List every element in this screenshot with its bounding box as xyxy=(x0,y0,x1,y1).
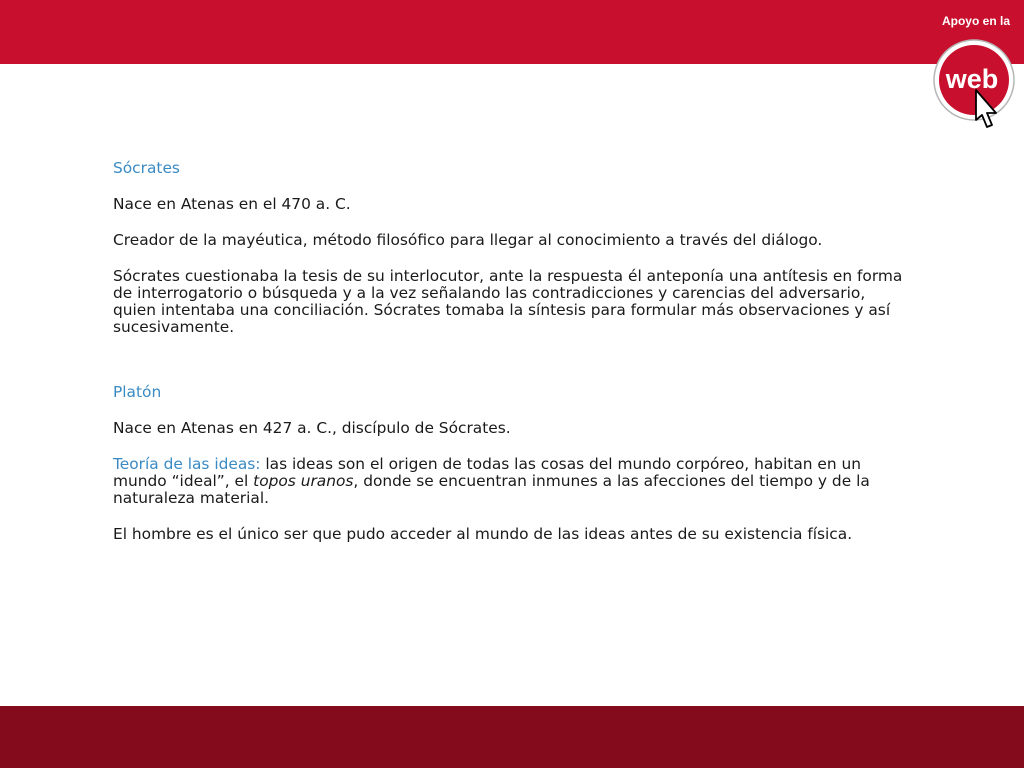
socrates-method: Creador de la mayéutica, método filosófico para llegar al conocimiento a través del diálogo. xyxy=(113,231,823,249)
topos-uranos: topos uranos xyxy=(253,472,354,490)
platon-ideas-paragraph xyxy=(113,456,913,507)
ideas-text-part-1: las ideas son el origen de todas las cosas del mundo corpóreo, habitan en un mundo “ideal”, el xyxy=(113,455,862,490)
platon-man: El hombre es el único ser que pudo acceder al mundo de las ideas antes de su existencia física. xyxy=(113,525,853,543)
platon-birth: Nace en Atenas en 427 a. C., discípulo de Sócrates. xyxy=(113,419,511,437)
socrates-birth: Nace en Atenas en el 470 a. C. xyxy=(113,195,351,213)
web-cursor-icon xyxy=(932,32,1020,136)
header-bar xyxy=(0,0,1024,64)
socrates-title: Sócrates xyxy=(113,159,180,177)
logo-word: web xyxy=(945,64,999,94)
ideas-theory-label: Teoría de las ideas: xyxy=(113,455,261,473)
platon-title: Platón xyxy=(113,383,162,401)
footer-bar xyxy=(0,706,1024,768)
slide-content xyxy=(113,160,913,543)
ideas-text-part-2: , donde se encuentran inmunes a las afecciones del tiempo y de la naturaleza material. xyxy=(113,472,870,507)
logo-caption: Apoyo en la xyxy=(941,14,1010,28)
apoyo-web-logo xyxy=(932,8,1020,140)
socrates-dialectic: Sócrates cuestionaba la tesis de su interlocutor, ante la respuesta él anteponía una antítesis en forma de interrogatorio o búsqueda y a la vez señalando las contradicciones y carencias del adversario, quien intentaba una conciliación. Sócrates tomaba la síntesis para formular más observaciones y así sucesivamente. xyxy=(113,267,903,336)
